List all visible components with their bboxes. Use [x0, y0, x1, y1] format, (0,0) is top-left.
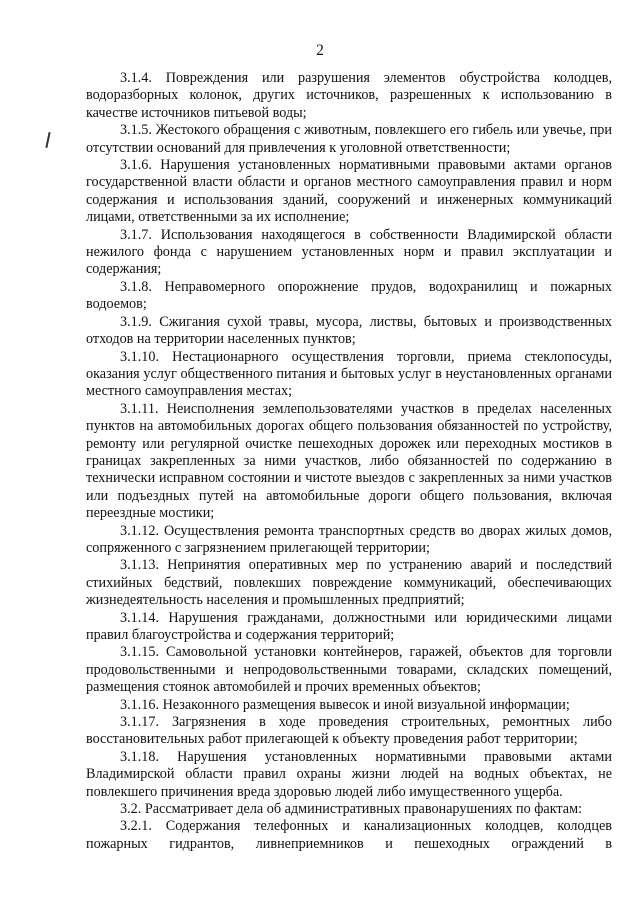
paragraph-3-1-9: 3.1.9. Сжигания сухой травы, мусора, листвы, бытовых и производственных отходов на территории населенных пунктов; [86, 313, 612, 348]
paragraph-3-1-11: 3.1.11. Неисполнения землепользователями участков в пределах населенных пунктов на автомобильных дорогах общего пользования обязанностей по устройству, ремонту или регулярной очистке пешеходных дорожек или переходных мостиков в границах закрепленных за ними участков, либо обязанностей по содержанию в технически исправном состоянии и чистоте выездов с закрепленных за ними участков или подъездных путей на автомобильные дороги общего пользования, включая переездные мостики; [86, 400, 612, 522]
paragraph-3-1-18: 3.1.18. Нарушения установленных нормативными правовыми актами Владимирской области правил охраны жизни людей на водных объектах, не повлекшего причинения вреда здоровью людей либо имущественного ущерба. [86, 748, 612, 800]
paragraph-3-1-12: 3.1.12. Осуществления ремонта транспортных средств во дворах жилых домов, сопряженного с загрязнением прилегающей территории; [86, 522, 612, 556]
paragraph-3-2: 3.2. Рассматривает дела об административных правонарушениях по фактам: [120, 801, 583, 818]
margin-pen-mark [45, 132, 50, 148]
paragraph-3-1-6: 3.1.6. Нарушения установленных нормативными правовыми актами органов государственной власти области и органов местного самоуправления правил и норм содержания и использования зданий, сооружений и инженерных коммуникаций лицами, ответственными за их исполнение; [86, 157, 612, 226]
paragraph-3-2-1: 3.2.1. Содержания телефонных и канализационных колодцев, колодцев пожарных гидрантов, ливнеприемников и пешеходных ограждений в [86, 818, 612, 852]
paragraph-3-1-8: 3.1.8. Неправомерного опорожнение прудов, водохранилищ и пожарных водоемов; [86, 278, 612, 313]
document-body [86, 70, 612, 853]
paragraph-3-1-10: 3.1.10. Нестационарного осуществления торговли, приема стеклопосуды, оказания услуг общественного питания и бытовых услуг в неустановленных органами местного самоуправления местах; [86, 348, 612, 400]
paragraph-3-1-14: 3.1.14. Нарушения гражданами, должностными или юридическими лицами правил благоустройства и содержания территорий; [86, 609, 612, 643]
paragraph-3-1-4: 3.1.4. Повреждения или разрушения элементов обустройства колодцев, водоразборных колонок, других источников, разрешенных к использованию в качестве источников питьевой воды; [86, 70, 612, 121]
paragraph-3-1-16: 3.1.16. Незаконного размещения вывесок и иной визуальной информации; [120, 696, 570, 713]
paragraph-3-1-15: 3.1.15. Самовольной установки контейнеров, гаражей, объектов для торговли продовольственными и непродовольственными товарами, складских помещений, размещения стоянок автомобилей и прочих временных объектов; [86, 644, 612, 696]
paragraph-3-1-13: 3.1.13. Непринятия оперативных мер по устранению аварий и последствий стихийных бедствий, повлекших повреждение коммуникаций, обеспечивающих жизнедеятельность населения и промышленных предприятий; [86, 557, 612, 609]
paragraph-3-1-17: 3.1.17. Загрязнения в ходе проведения строительных, ремонтных либо восстановительных работ прилегающей к объекту проведения работ территории; [86, 714, 612, 748]
paragraph-3-1-5: 3.1.5. Жестокого обращения с животным, повлекшего его гибель или увечье, при отсутствии оснований для привлечения к уголовной ответственности; [86, 122, 612, 156]
paragraph-3-1-7: 3.1.7. Использования находящегося в собственности Владимирской области нежилого фонда с нарушением установленных норм и правил эксплуатации и содержания; [86, 226, 612, 278]
page-number: 2 [316, 42, 324, 59]
